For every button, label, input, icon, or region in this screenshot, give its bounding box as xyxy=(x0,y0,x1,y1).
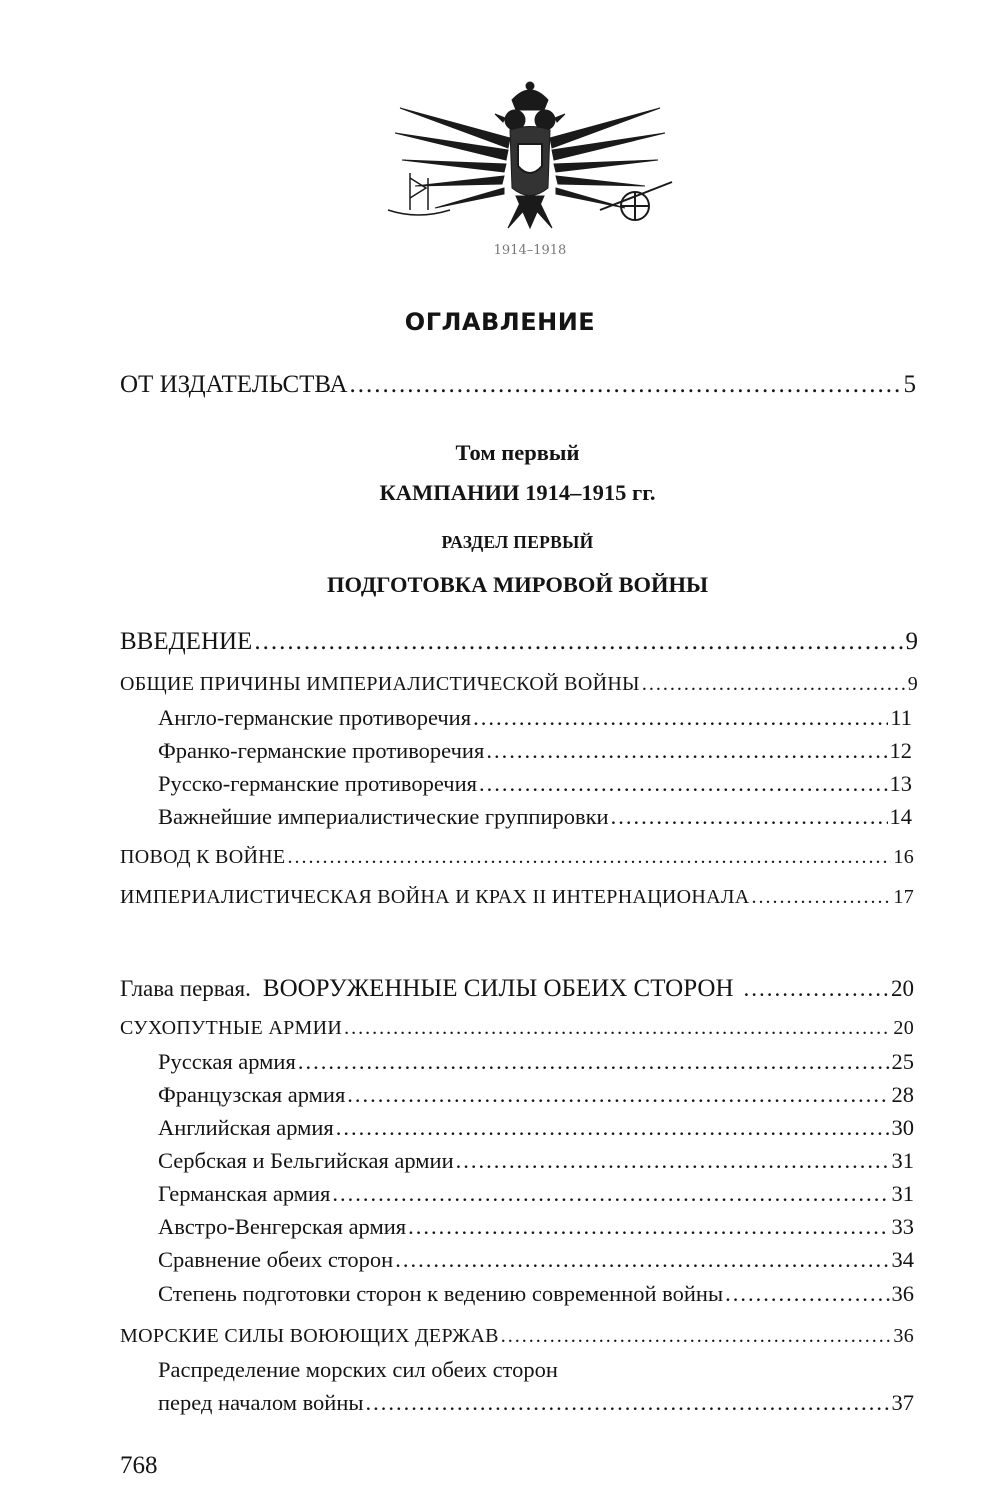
toc-heading: ОГЛАВЛЕНИЕ xyxy=(404,308,596,336)
toc-entry-land-7[interactable] xyxy=(158,1281,914,1307)
dot-leader xyxy=(332,1181,889,1207)
toc-entry-label: Русская армия xyxy=(158,1049,296,1074)
toc-entry-land-1[interactable] xyxy=(158,1082,914,1108)
toc-entry-page: 28 xyxy=(891,1082,914,1107)
dot-leader xyxy=(642,673,906,696)
toc-entry-page: 13 xyxy=(889,771,912,796)
toc-entry-pretext[interactable] xyxy=(120,846,914,869)
toc-entry-label: Франко-германские противоречия xyxy=(158,738,485,763)
toc-entry-label: ВВЕДЕНИЕ xyxy=(120,628,253,655)
toc-entry-label: Австро-Венгерская армия xyxy=(158,1214,407,1239)
dot-leader xyxy=(501,1325,892,1348)
toc-entry-naval-item-line1: Распределение морских сил обеих сторон xyxy=(158,1357,558,1382)
dot-leader xyxy=(744,976,889,1002)
toc-entry-publisher-note[interactable] xyxy=(120,371,916,399)
toc-entry-page: 31 xyxy=(891,1181,914,1206)
toc-entry-page: 34 xyxy=(891,1247,914,1272)
toc-entry-naval-item[interactable] xyxy=(158,1390,914,1416)
dot-leader xyxy=(456,1148,890,1174)
toc-entry-label: ОБЩИЕ ПРИЧИНЫ ИМПЕРИАЛИСТИЧЕСКОЙ ВОЙНЫ xyxy=(120,673,640,695)
toc-entry-label: Французская армия xyxy=(158,1082,346,1107)
toc-entry-label: МОРСКИЕ СИЛЫ ВОЮЮЩИХ ДЕРЖАВ xyxy=(120,1325,499,1347)
toc-entry-page: 37 xyxy=(891,1390,914,1415)
dot-leader xyxy=(395,1247,889,1273)
dot-leader xyxy=(344,1017,891,1040)
dot-leader xyxy=(752,886,892,909)
toc-entry-page: 12 xyxy=(889,738,912,763)
page-number: 768 xyxy=(120,1452,158,1479)
toc-entry-land-0[interactable] xyxy=(158,1049,914,1075)
toc-entry-label: Английская армия xyxy=(158,1115,334,1140)
toc-entry-label: перед началом войны xyxy=(158,1390,364,1415)
toc-entry-page: 11 xyxy=(890,705,912,730)
dot-leader xyxy=(254,628,903,656)
toc-entry-causes[interactable] xyxy=(120,673,918,696)
toc-entry-label: ИМПЕРИАЛИСТИЧЕСКАЯ ВОЙНА И КРАХ II ИНТЕРНАЦИОНАЛА xyxy=(120,886,750,908)
toc-entry-page: 36 xyxy=(893,1325,914,1347)
toc-entry-causes-3[interactable] xyxy=(158,804,912,830)
toc-entry-page: 31 xyxy=(891,1148,914,1173)
toc-entry-label: Важнейшие империалистические группировки xyxy=(158,804,609,829)
toc-entry-chapter1[interactable] xyxy=(120,975,914,1003)
toc-entry-label: Сербская и Бельгийская армии xyxy=(158,1148,454,1173)
section-label: РАЗДЕЛ ПЕРВЫЙ xyxy=(441,532,594,552)
toc-entry-label: Германская армия xyxy=(158,1181,331,1206)
toc-entry-land-4[interactable] xyxy=(158,1181,914,1207)
dot-leader xyxy=(366,1390,890,1416)
toc-entry-land-6[interactable] xyxy=(158,1247,914,1273)
toc-entry-page: 33 xyxy=(891,1214,914,1239)
dot-leader xyxy=(479,771,888,797)
toc-entry-intro[interactable] xyxy=(120,628,918,656)
dot-leader xyxy=(350,371,902,399)
dot-leader xyxy=(725,1281,889,1307)
dot-leader xyxy=(408,1214,889,1240)
chapter-prefix: Глава первая. xyxy=(120,976,251,1001)
toc-entry-label: Англо-германские противоречия xyxy=(158,705,472,730)
emblem-caption: 1914–1918 xyxy=(493,243,567,258)
dot-leader xyxy=(347,1082,889,1108)
toc-entry-causes-2[interactable] xyxy=(158,771,912,797)
dot-leader xyxy=(486,738,887,764)
dot-leader xyxy=(473,705,888,731)
dot-leader xyxy=(336,1115,890,1141)
toc-entry-page: 30 xyxy=(891,1115,914,1140)
toc-entry-land-3[interactable] xyxy=(158,1148,914,1174)
toc-entry-page: 36 xyxy=(891,1281,914,1306)
toc-entry-collapse[interactable] xyxy=(120,886,914,909)
toc-entry-land[interactable] xyxy=(120,1017,914,1040)
toc-entry-label: Русско-германские противоречия xyxy=(158,771,477,796)
toc-entry-page: 17 xyxy=(893,886,914,908)
toc-entry-causes-0[interactable] xyxy=(158,705,912,731)
dot-leader xyxy=(611,804,888,830)
toc-entry-page: 14 xyxy=(889,804,912,829)
toc-entry-land-2[interactable] xyxy=(158,1115,914,1141)
toc-entry-causes-1[interactable] xyxy=(158,738,912,764)
chapter-title: ВООРУЖЕННЫЕ СИЛЫ ОБЕИХ СТОРОН xyxy=(262,975,734,1002)
dot-leader xyxy=(287,846,891,869)
toc-entry-page: 16 xyxy=(893,846,914,868)
toc-entry-label: Степень подготовки сторон к ведению современной войны xyxy=(158,1281,724,1306)
volume-heading: Том первый xyxy=(455,440,580,465)
campaign-heading: КАМПАНИИ 1914–1915 гг. xyxy=(379,480,656,505)
toc-entry-label: ОТ ИЗДАТЕЛЬСТВА xyxy=(120,371,348,398)
toc-entry-page: 9 xyxy=(905,628,918,655)
toc-entry-land-5[interactable] xyxy=(158,1214,914,1240)
toc-entry-page: 25 xyxy=(891,1049,914,1074)
toc-entry-label: ПОВОД К ВОЙНЕ xyxy=(120,846,286,868)
toc-entry-page: 9 xyxy=(907,673,918,695)
section-title: ПОДГОТОВКА МИРОВОЙ ВОЙНЫ xyxy=(326,572,709,597)
toc-entry-label: СУХОПУТНЫЕ АРМИИ xyxy=(120,1017,343,1039)
double-headed-eagle-emblem xyxy=(380,78,680,258)
toc-entry-page: 5 xyxy=(903,371,916,398)
toc-entry-page: 20 xyxy=(891,976,914,1001)
toc-entry-label: Сравнение обеих сторон xyxy=(158,1247,394,1272)
toc-entry-page: 20 xyxy=(893,1017,914,1039)
toc-entry-naval[interactable] xyxy=(120,1325,914,1348)
dot-leader xyxy=(298,1049,890,1075)
